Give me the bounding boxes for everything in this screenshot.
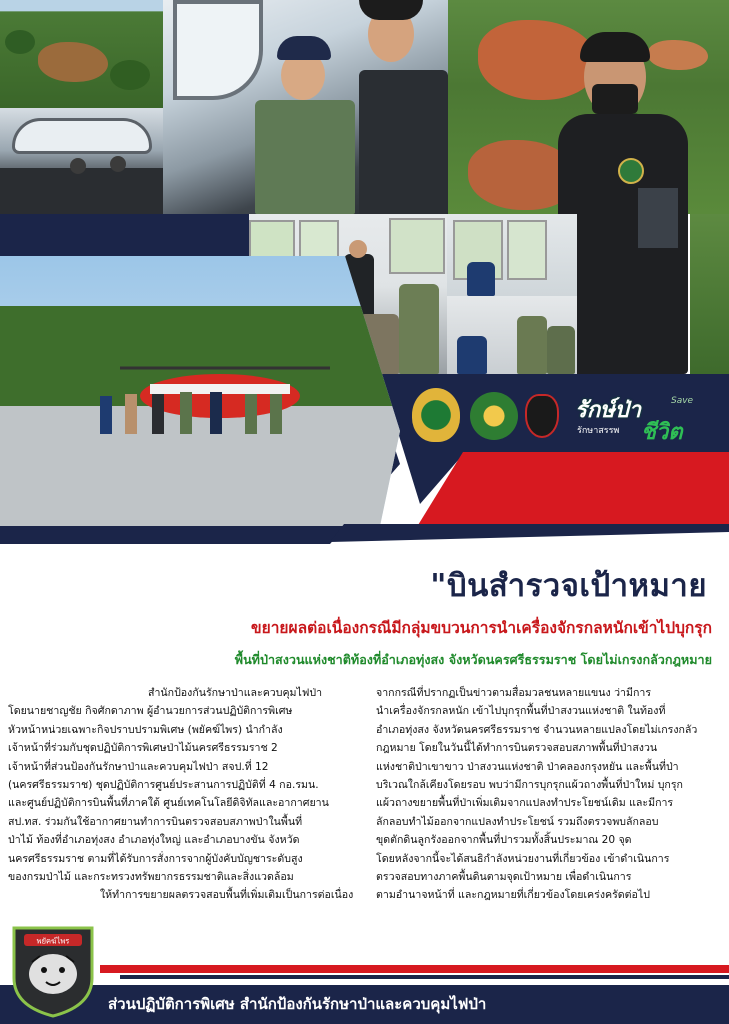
main-headline: "บินสำรวจเป้าหมาย [430, 568, 707, 604]
body-line: แผ้วถางขยายพื้นที่ป่าเพิ่มเติมจากแปลงทำประโยชน์เดิม และมีการ [376, 797, 674, 810]
navy-accent-strip [330, 518, 729, 544]
tiger-unit-badge-icon [10, 922, 96, 1018]
body-line: บริเวณใกล้เคียงโดยรอบ พบว่ามีการบุกรุกแผ้วถางพื้นที่ป่าใหม่ บุกรุก [376, 779, 683, 792]
forest-department-logo [470, 392, 518, 440]
cockpit-photo [0, 108, 163, 214]
body-line: นำเครื่องจักรกลหนัก เข้าไปบุกรุกพื้นที่ป่าสงวนแห่งชาติ ในท้องที่ [376, 705, 666, 718]
body-line: ป่าไม้ ท้องที่อำเภอทุ่งสง อำเภอทุ่งใหญ่ และอำเภอบางขัน จังหวัด [8, 834, 300, 847]
badge-label-text: พยัคฆ์ไพร [36, 936, 70, 946]
brand-save-text: Save [671, 396, 694, 406]
brand-chiwit-text: ชีวิต [641, 420, 683, 445]
body-column-left [8, 684, 356, 905]
subheadline-red: ขยายผลต่อเนื่องกรณีมีกลุ่มขบวนการนำเครื่องจักรกลหนักเข้าไปบุกรุก [251, 619, 712, 637]
brand-rak-text: รักษ์ป่า [575, 398, 641, 423]
pilots-photo [163, 0, 448, 214]
body-line: ของกรมป่าไม้ และกระทรวงทรัพยากรธรรมชาติและสิ่งแวดล้อม [8, 871, 294, 884]
footer-red-stripe [100, 965, 729, 973]
body-line: ขุดตักดินลูกรังออกจากพื้นที่ปารวมทั้งสิ้นประมาณ 20 จุด [376, 834, 632, 847]
footer-navy-stripe [120, 975, 729, 979]
tiger-unit-logo [525, 394, 559, 438]
body-line: กฎหมาย โดยในวันนี้ได้ทำการบินตรวจสอบสภาพพื้นที่ป่าสงวน [376, 742, 658, 755]
aerial-forest-photo [0, 0, 163, 108]
body-column-right [376, 684, 714, 905]
body-line: ให้ทำการขยายผลตรวจสอบพื้นที่เพิ่มเติมเป็นการต่อเนื่อง [100, 889, 354, 902]
rfd-seal-logo [412, 388, 460, 442]
body-line: สำนักป้องกันรักษาป่าและควบคุมไฟป่า [148, 687, 323, 699]
footer-agency-text: ส่วนปฏิบัติการพิเศษ สำนักป้องกันรักษาป่าและควบคุมไฟป่า [108, 995, 487, 1013]
rak-pa-brand-logo [575, 392, 715, 445]
body-line: ตรวจสอบทางภาคพื้นดินตามจุดเป้าหมาย เพื่อดำเนินการ [376, 871, 632, 884]
body-line: และศูนย์ปฏิบัติการบินพื้นที่ภาคใต้ ศูนย์เทคโนโลยีดิจิทัลและอากาศยาน [8, 797, 329, 810]
brand-sub-text: รักษาสรรพ [577, 426, 620, 436]
body-line: เจ้าหน้าที่ส่วนป้องกันรักษาป่าและควบคุมไฟป่า สจป.ที่ 12 [8, 760, 269, 773]
subheadline-green: พื้นที่ป่าสงวนแห่งชาติท้องที่อำเภอทุ่งสง จังหวัดนครศรีธรรมราช โดยไม่เกรงกลัวกฎหมาย [234, 652, 712, 667]
body-line: อำเภอทุ่งสง จังหวัดนครศรีธรรมราช จำนวนหลายแปลงโดยไม่เกรงกลัว [376, 723, 698, 736]
body-line: เจ้าหน้าที่ร่วมกับชุดปฏิบัติการพิเศษป่าไม้นครศรีธรรมราช 2 [8, 742, 278, 755]
body-line: นครศรีธรรมราช ตามที่ได้รับการสั่งการจากผู้บังคับบัญชาระดับสูง [8, 852, 303, 865]
body-line: สป.ทส. ร่วมกันใช้อากาศยานทำการบินตรวจสอบสภาพป่าในพื้นที่ [8, 815, 303, 828]
body-line: ลักลอบทำไม้ออกจากแปลงทำประโยชน์ รวมถึงตรวจพบลักลอบ [376, 815, 659, 828]
body-line: จากกรณีที่ปรากฏเป็นข่าวตามสื่อมวลชนหลายแขนง ว่ามีการ [376, 687, 652, 699]
body-line: แห่งชาติป่าเขาขาว ป่าสงวนแห่งชาติ ป่าคลองกรุงหยัน และพื้นที่ป่า [376, 760, 679, 773]
helicopter-group-photo [0, 256, 400, 526]
body-line: โดยนายชาญชัย กิจศักดาภาพ ผู้อำนวยการส่วนปฏิบัติการพิเศษ [8, 705, 293, 718]
body-line: โดยหลังจากนี้จะได้สนธิกำลังหน่วยงานที่เกี่ยวข้อง เข้าดำเนินการ [376, 852, 670, 865]
body-line: หัวหน้าหน่วยเฉพาะกิจปราบปรามพิเศษ (พยัคฆ์ไพร) นำกำลัง [8, 723, 283, 736]
body-line: (นครศรีธรรมราช) ชุดปฏิบัติการศูนย์ประสานการปฏิบัติที่ 4 กอ.รมน. [8, 779, 319, 792]
body-line: ตามอำนาจหน้าที่ และกฎหมายที่เกี่ยวข้องโดยเคร่งครัดต่อไป [376, 889, 650, 902]
